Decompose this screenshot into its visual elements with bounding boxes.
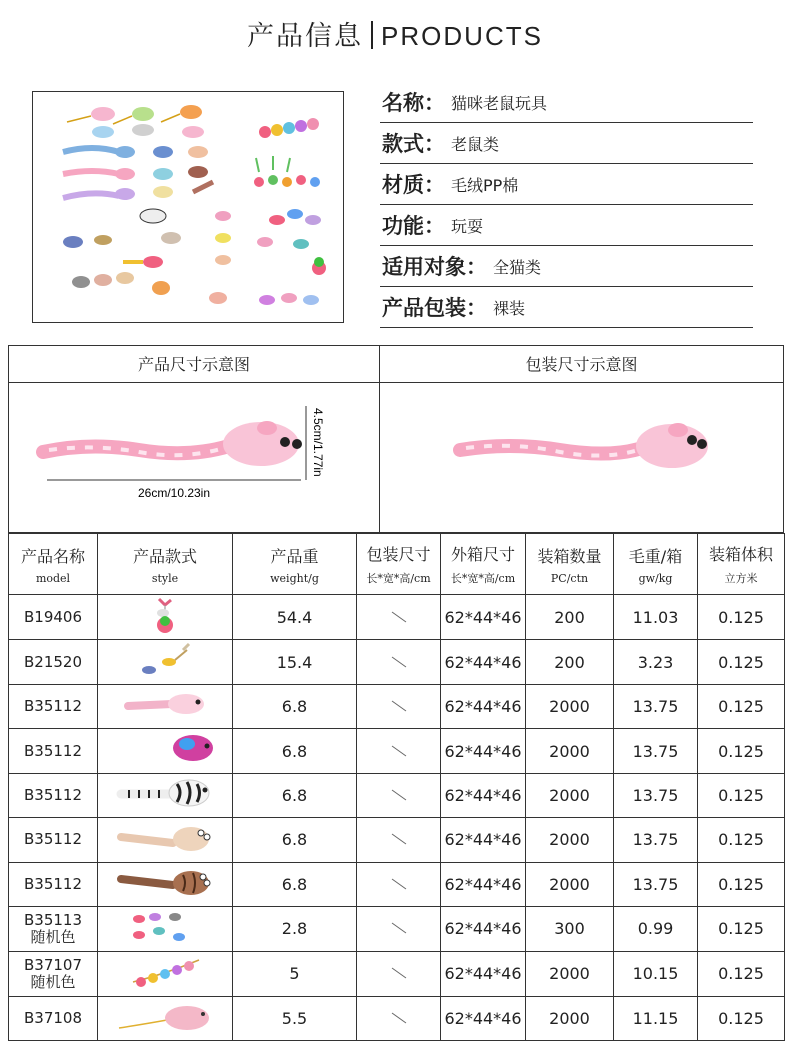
info-key: 款式：: [382, 132, 445, 156]
size-diagram-panel: [8, 345, 784, 533]
product-info: [380, 82, 753, 328]
package-size-cell: [357, 773, 441, 817]
carton-size-cell: 62*44*46: [441, 906, 526, 951]
table-row: [9, 595, 785, 640]
qty-cell: 2000: [526, 862, 614, 906]
weight-cell: 6.8: [233, 818, 357, 862]
weight-cell: 6.8: [233, 729, 357, 773]
model-cell: B35113 随机色: [9, 906, 98, 951]
brown-plush-mouse-icon: [115, 884, 215, 903]
model-cell: B35112: [9, 773, 98, 817]
carton-size-cell: 62*44*46: [441, 595, 526, 640]
gross-weight-cell: 13.75: [614, 862, 698, 906]
weight-cell: 6.8: [233, 685, 357, 729]
info-row-package: [380, 287, 753, 328]
slash-icon: [390, 922, 408, 934]
model-cell: B37107 随机色: [9, 951, 98, 996]
carton-size-cell: 62*44*46: [441, 996, 526, 1040]
model-cell: B35112: [9, 729, 98, 773]
gross-weight-cell: 13.75: [614, 818, 698, 862]
col-header: 外箱尺寸 长*宽*高/cm: [441, 534, 526, 595]
volume-cell: 0.125: [698, 818, 785, 862]
info-value: 毛绒PP棉: [451, 175, 519, 195]
mouse-toys-collage-icon: [33, 92, 344, 323]
gross-weight-cell: 11.15: [614, 996, 698, 1040]
model-cell: B35112: [9, 685, 98, 729]
slash-icon: [390, 878, 408, 890]
pink-fluffy-mouse-icon: [115, 1019, 215, 1038]
table-row: [9, 773, 785, 817]
slash-icon: [390, 833, 408, 845]
col-header: 毛重/箱 gw/kg: [614, 534, 698, 595]
table-row: [9, 951, 785, 996]
volume-cell: 0.125: [698, 685, 785, 729]
col-header: 产品重 weight/g: [233, 534, 357, 595]
qty-cell: 300: [526, 906, 614, 951]
style-cell: [98, 773, 233, 817]
package-size-cell: [357, 729, 441, 773]
rainbow-plush-mouse-icon: [115, 751, 215, 770]
volume-cell: 0.125: [698, 729, 785, 773]
info-row-material: [380, 164, 753, 205]
qty-cell: 2000: [526, 996, 614, 1040]
info-value: 猫咪老鼠玩具: [451, 93, 548, 113]
table-row: [9, 640, 785, 685]
info-value: 裸装: [493, 298, 526, 318]
model-cell: B21520: [9, 640, 98, 685]
weight-cell: 2.8: [233, 906, 357, 951]
weight-cell: 54.4: [233, 595, 357, 640]
slash-icon: [390, 611, 408, 623]
table-row: [9, 685, 785, 729]
info-key: 适用对象：: [382, 255, 487, 279]
mouse-string-icon: [125, 977, 205, 996]
volume-cell: 0.125: [698, 595, 785, 640]
volume-cell: 0.125: [698, 996, 785, 1040]
gross-weight-cell: 10.15: [614, 951, 698, 996]
product-collage-image: [32, 91, 344, 323]
slash-icon: [390, 656, 408, 668]
title-divider: [371, 21, 373, 49]
style-cell: [98, 818, 233, 862]
info-key: 功能：: [382, 214, 445, 238]
pink-plush-mouse-icon: [120, 705, 210, 724]
assorted-mice-icon: [125, 932, 205, 951]
model-cell: B37108: [9, 996, 98, 1040]
package-size-cell: [357, 640, 441, 685]
carton-size-cell: 62*44*46: [441, 685, 526, 729]
gross-weight-cell: 13.75: [614, 685, 698, 729]
volume-cell: 0.125: [698, 640, 785, 685]
qty-cell: 200: [526, 640, 614, 685]
weight-cell: 6.8: [233, 862, 357, 906]
model-cell: B19406: [9, 595, 98, 640]
spec-table: [8, 533, 785, 1041]
style-cell: [98, 862, 233, 906]
volume-cell: 0.125: [698, 862, 785, 906]
title-en: PRODUCTS: [381, 21, 543, 51]
style-cell: [98, 996, 233, 1040]
package-size-cell: [357, 906, 441, 951]
table-header-row: [9, 534, 785, 595]
pink-plush-mouse-icon: [460, 423, 708, 468]
table-row: [9, 906, 785, 951]
volume-cell: 0.125: [698, 951, 785, 996]
volume-cell: 0.125: [698, 773, 785, 817]
info-value: 全猫类: [493, 257, 542, 277]
gross-weight-cell: 0.99: [614, 906, 698, 951]
col-header: 产品款式 style: [98, 534, 233, 595]
beige-plush-mouse-icon: [115, 840, 215, 859]
product-dimension-drawing: [9, 384, 379, 534]
info-row-style: [380, 123, 753, 164]
info-key: 材质：: [382, 173, 445, 197]
gross-weight-cell: 13.75: [614, 773, 698, 817]
package-dimension-drawing: [380, 384, 783, 534]
qty-cell: 200: [526, 595, 614, 640]
style-cell: [98, 729, 233, 773]
table-row: [9, 862, 785, 906]
carton-size-cell: 62*44*46: [441, 729, 526, 773]
gross-weight-cell: 13.75: [614, 729, 698, 773]
slash-icon: [390, 789, 408, 801]
table-row: [9, 729, 785, 773]
product-size-title: 产品尺寸示意图: [9, 346, 379, 383]
weight-cell: 6.8: [233, 773, 357, 817]
table-row: [9, 818, 785, 862]
model-cell: B35112: [9, 862, 98, 906]
col-header: 包装尺寸 长*宽*高/cm: [357, 534, 441, 595]
qty-cell: 2000: [526, 685, 614, 729]
slash-icon: [390, 967, 408, 979]
style-cell: [98, 640, 233, 685]
height-label: 4.5cm/1.77in: [311, 408, 325, 477]
zebra-plush-mouse-icon: [115, 795, 215, 814]
info-value: 玩耍: [451, 216, 484, 236]
weight-cell: 5: [233, 951, 357, 996]
slash-icon: [390, 700, 408, 712]
qty-cell: 2000: [526, 951, 614, 996]
weight-cell: 15.4: [233, 640, 357, 685]
col-header: 产品名称 model: [9, 534, 98, 595]
info-row-target: [380, 246, 753, 287]
length-label: 26cm/10.23in: [137, 486, 211, 500]
feather-mice-icon: [135, 665, 195, 684]
package-size-cell: [357, 862, 441, 906]
carton-size-cell: 62*44*46: [441, 951, 526, 996]
info-value: 老鼠类: [451, 134, 500, 154]
col-header: 装箱数量 PC/ctn: [526, 534, 614, 595]
style-cell: [98, 951, 233, 996]
model-cell: B35112: [9, 818, 98, 862]
table-row: [9, 996, 785, 1040]
info-key: 产品包装：: [382, 296, 487, 320]
package-size-cell: [357, 818, 441, 862]
slash-icon: [390, 745, 408, 757]
info-row-function: [380, 205, 753, 246]
package-size-cell: [357, 996, 441, 1040]
col-header: 装箱体积 立方米: [698, 534, 785, 595]
weight-cell: 5.5: [233, 996, 357, 1040]
style-cell: [98, 685, 233, 729]
qty-cell: 2000: [526, 773, 614, 817]
color-note: 随机色: [30, 972, 76, 991]
qty-cell: 2000: [526, 729, 614, 773]
style-cell: [98, 906, 233, 951]
info-row-name: [380, 82, 753, 123]
gross-weight-cell: 3.23: [614, 640, 698, 685]
package-size-cell: [357, 595, 441, 640]
carton-size-cell: 62*44*46: [441, 640, 526, 685]
slash-icon: [390, 1012, 408, 1024]
info-key: 名称：: [382, 91, 445, 115]
package-size-cell: [357, 951, 441, 996]
color-note: 随机色: [30, 927, 76, 946]
page-header: [0, 14, 790, 53]
gross-weight-cell: 11.03: [614, 595, 698, 640]
title-cn: 产品信息: [247, 21, 364, 52]
carton-size-cell: 62*44*46: [441, 773, 526, 817]
package-size-title: 包装尺寸示意图: [380, 346, 783, 383]
qty-cell: 2000: [526, 818, 614, 862]
package-size-cell: [357, 685, 441, 729]
volume-cell: 0.125: [698, 906, 785, 951]
carton-size-cell: 62*44*46: [441, 862, 526, 906]
pink-plush-mouse-icon: [43, 421, 302, 466]
style-cell: [98, 595, 233, 640]
tumbler-mouse-icon: [145, 620, 185, 639]
carton-size-cell: 62*44*46: [441, 818, 526, 862]
